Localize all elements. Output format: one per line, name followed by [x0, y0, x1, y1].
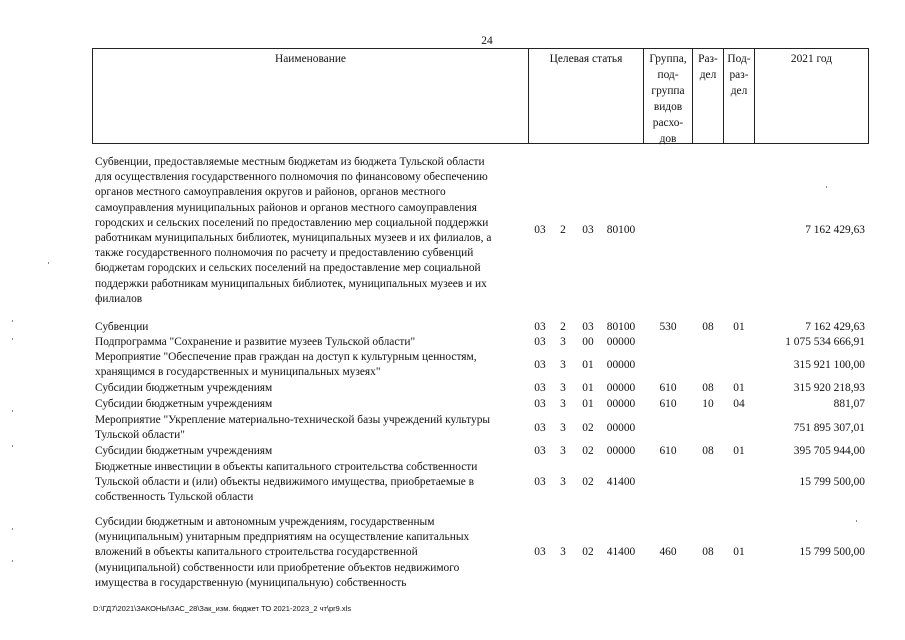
cell-sub: 01 [733, 546, 745, 559]
cell-c4: 00000 [606, 421, 636, 434]
row-name [95, 381, 527, 396]
cell-c4: 00000 [606, 358, 636, 371]
header-name: Наименование [275, 53, 346, 65]
scan-speck [12, 320, 13, 322]
row-name-line: Субсидии бюджетным учреждениям [95, 398, 273, 410]
row-name-line: также государственного полномочия по расчету и предоставлению субвенций [95, 247, 474, 260]
header-year: 2021 год [790, 53, 833, 65]
row-name-line: Мероприятие "Укрепление материально-технической базы учреждений культуры [95, 414, 491, 426]
cell-c4: 41400 [606, 476, 636, 489]
row-name-line: городских и сельских поселений по предоставлению мер социальной поддержки [95, 216, 489, 229]
cell-c3: 02 [582, 421, 594, 434]
cell-sec: 08 [702, 382, 714, 394]
cell-amount: 15 799 500,00 [799, 476, 865, 489]
cell-c4: 41400 [606, 546, 636, 559]
scan-speck [12, 445, 13, 447]
cell-c3: 00 [582, 336, 594, 348]
row-name-line: (муниципальной) собственности или приобретение объектов недвижимого [95, 561, 460, 574]
cell-grp: 460 [659, 546, 677, 559]
row-name [95, 460, 527, 506]
header-group: Группа, под- группа видов расхо- дов [649, 53, 687, 145]
cell-c4: 00000 [606, 336, 636, 348]
scan-speck [12, 528, 13, 530]
cell-c1: 03 [534, 546, 546, 559]
cell-c2: 3 [560, 476, 566, 489]
cell-sub: 01 [733, 321, 745, 333]
row-name-line: Субвенции [95, 321, 149, 333]
row-name-line: бюджетам городских и сельских поселений на предоставление мер социальной [95, 262, 481, 275]
page-number: 24 [481, 35, 493, 47]
row-name-line: собственность Тульской области [95, 491, 254, 504]
scan-speck [856, 520, 857, 522]
cell-amount: 15 799 500,00 [799, 546, 865, 559]
footer-file-path: D:\ГД7\2021\ЗАКОНЫ\ЗАС_28\Зак_изм. бюджет ТО 2021-2023_2 чт\pr9.xls [93, 604, 352, 613]
cell-c3: 02 [582, 546, 594, 559]
cell-amount: 751 895 307,01 [793, 421, 865, 434]
cell-sub: 01 [733, 445, 745, 457]
cell-c2: 2 [560, 321, 566, 333]
scan-speck [826, 186, 827, 188]
row-name-line: Мероприятие "Обеспечение прав граждан на доступ к культурным ценностям, [95, 351, 477, 363]
cell-amount: 7 162 429,63 [805, 224, 865, 237]
header-subsection: Под- раз- дел [727, 53, 751, 97]
scan-speck [12, 560, 13, 562]
scan-speck [12, 410, 13, 412]
cell-c3: 03 [582, 224, 594, 237]
cell-c2: 3 [560, 382, 566, 394]
row-name-line: органов местного самоуправления округов и районов, органов местного [95, 186, 446, 199]
row-name-line: для осуществления государственного полномочия по финансовому обеспечению [95, 171, 488, 184]
row-name-line: Субсидии бюджетным учреждениям [95, 382, 273, 394]
cell-amount: 395 705 944,00 [793, 445, 865, 457]
row-name [95, 444, 527, 459]
cell-c2: 3 [560, 398, 566, 410]
row-name-line: вложений в объекты капитального строительства государственной [95, 546, 418, 559]
cell-c4: 00000 [606, 398, 636, 410]
header-section: Раз- дел [698, 53, 718, 81]
cell-amount: 7 162 429,63 [805, 321, 865, 333]
header-top-border [92, 48, 869, 49]
row-name [95, 320, 527, 335]
cell-c1: 03 [534, 358, 546, 371]
cell-amount: 881,07 [833, 398, 865, 410]
row-name-line: (муниципальным) унитарным предприятиям на осуществление капитальных [95, 531, 470, 544]
cell-c3: 01 [582, 358, 594, 371]
cell-c1: 03 [534, 421, 546, 434]
cell-sec: 10 [702, 398, 714, 410]
header-bottom-border [92, 143, 869, 144]
cell-c4: 00000 [606, 382, 636, 394]
header-target: Целевая статья [549, 53, 623, 65]
cell-sec: 08 [702, 321, 714, 333]
cell-sub: 01 [733, 382, 745, 394]
cell-sec: 08 [702, 445, 714, 457]
cell-c2: 3 [560, 445, 566, 457]
cell-amount: 315 921 100,00 [793, 358, 865, 371]
cell-c4: 00000 [606, 445, 636, 457]
cell-c1: 03 [534, 445, 546, 457]
row-name-line: Субсидии бюджетным учреждениям [95, 445, 273, 457]
cell-grp: 610 [659, 398, 677, 410]
cell-grp: 610 [659, 382, 677, 394]
row-name-line: Подпрограмма "Сохранение и развитие музеев Тульской области" [95, 336, 416, 348]
cell-amount: 315 920 218,93 [793, 382, 865, 394]
cell-c3: 01 [582, 398, 594, 410]
cell-c3: 01 [582, 382, 594, 394]
cell-c1: 03 [534, 321, 546, 333]
cell-c3: 02 [582, 476, 594, 489]
row-name [95, 155, 527, 307]
row-name-line: самоуправления муниципальных районов и органов местного самоуправления [95, 201, 477, 214]
scan-speck [48, 262, 49, 264]
row-name-line: филиалов [95, 292, 143, 305]
row-name-line: Бюджетные инвестиции в объекты капитального строительства собственности [95, 461, 478, 473]
row-name [95, 397, 527, 412]
row-name [95, 350, 527, 380]
row-name-line: Субвенции, предоставляемые местным бюджетам из бюджета Тульской области [95, 156, 485, 168]
row-name-line: хранящимся в государственных и муниципальных музеях" [95, 366, 381, 379]
header-divider [868, 48, 869, 144]
cell-sub: 04 [733, 398, 745, 410]
row-name-line: Тульской области и (или) объекты недвижимого имущества, приобретаемые в [95, 476, 474, 489]
cell-c3: 03 [582, 321, 594, 333]
cell-c2: 3 [560, 546, 566, 559]
scan-speck [12, 338, 13, 340]
cell-sec: 08 [702, 546, 714, 559]
cell-grp: 530 [659, 321, 677, 333]
cell-c2: 3 [560, 421, 566, 434]
row-name-line: работникам муниципальных библиотек, муниципальных музеев и их филиалов, а [95, 232, 492, 245]
cell-c4: 80100 [606, 224, 636, 237]
cell-c2: 3 [560, 336, 566, 348]
row-name [95, 515, 527, 591]
cell-c1: 03 [534, 336, 546, 348]
cell-c2: 2 [560, 224, 566, 237]
cell-c1: 03 [534, 224, 546, 237]
row-name-line: имущества в государственную (муниципальную) собственность [95, 576, 407, 589]
cell-c3: 02 [582, 445, 594, 457]
row-name [95, 335, 527, 350]
cell-amount: 1 075 534 666,91 [785, 336, 865, 348]
cell-c1: 03 [534, 398, 546, 410]
cell-grp: 610 [659, 445, 677, 457]
row-name [95, 413, 527, 443]
cell-c1: 03 [534, 476, 546, 489]
cell-c2: 3 [560, 358, 566, 371]
row-name-line: поддержки работникам муниципальных библиотек, муниципальных музеев и их [95, 277, 487, 290]
row-name-line: Субсидии бюджетным и автономным учреждениям, государственным [95, 516, 435, 528]
cell-c1: 03 [534, 382, 546, 394]
cell-c4: 80100 [606, 321, 636, 333]
row-name-line: Тульской области" [95, 429, 185, 442]
